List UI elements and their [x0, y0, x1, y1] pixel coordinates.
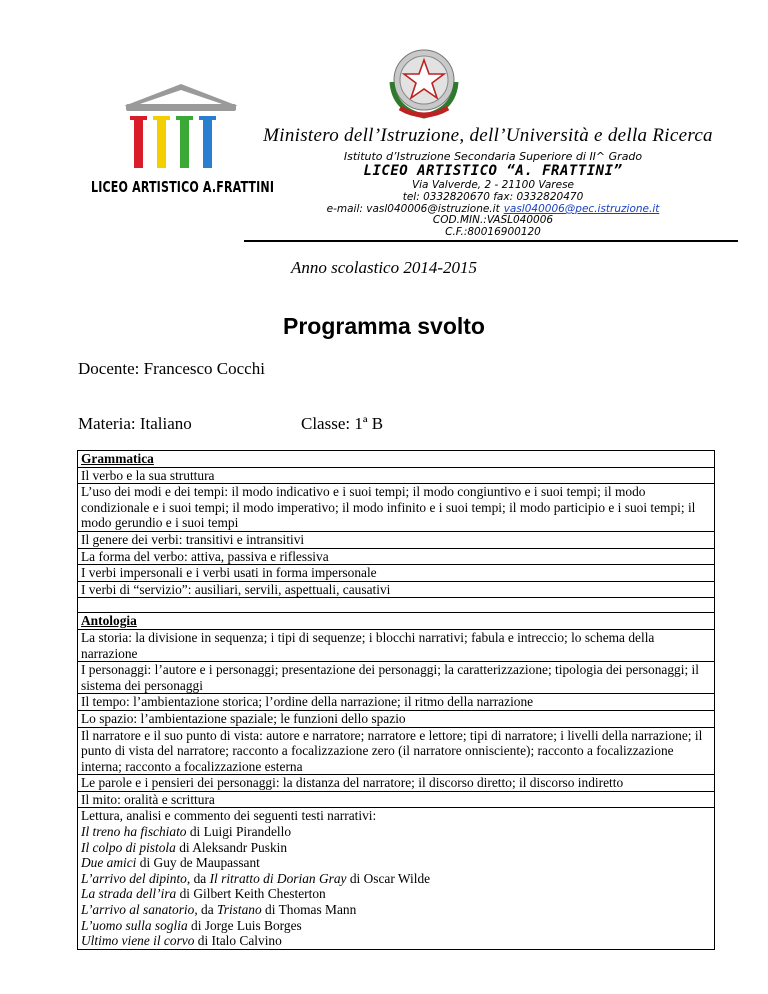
reading-author: di Jorge Luis Borges	[187, 917, 302, 933]
reading-author: di Guy de Maupassant	[136, 855, 260, 871]
table-row	[78, 565, 715, 582]
table-cell: I verbi impersonali e i verbi usati in forma impersonale	[78, 565, 715, 582]
table-cell: Le parole e i pensieri dei personaggi: la distanza del narratore; il discorso diretto; il discorso indiretto	[78, 775, 715, 792]
subject: Materia: Italiano	[78, 414, 192, 433]
table-row	[78, 531, 715, 548]
table-row	[78, 484, 715, 532]
table-row	[78, 581, 715, 598]
reading-item	[81, 840, 712, 856]
table-row	[78, 613, 715, 630]
table-row-empty	[78, 598, 715, 613]
reading-item	[81, 855, 712, 871]
school-email: e-mail: vasl040006@istruzione.it	[326, 203, 500, 215]
table-row	[78, 775, 715, 792]
table-row	[78, 694, 715, 711]
reading-title: Ultimo viene il corvo	[81, 933, 195, 949]
table-row	[78, 548, 715, 565]
school-cod-min: COD.MIN.:VASL040006	[432, 214, 554, 226]
reading-title: L’arrivo al sanatorio	[81, 902, 195, 918]
reading-item	[81, 871, 712, 887]
institute-type: Istituto d’Istruzione Secondaria Superiore di II^ Grado	[343, 150, 643, 163]
program-table	[77, 450, 715, 950]
reading-author: di Luigi Pirandello	[186, 824, 292, 840]
table-cell: I personaggi: l’autore e i personaggi; presentazione dei personaggi; la caratterizzazione; tipologia dei personaggi; il sistema dei personaggi	[78, 662, 715, 694]
reading-item	[81, 824, 712, 840]
reading-title: La strada dell’ira	[81, 886, 177, 902]
page-title: Programma svolto	[283, 313, 485, 339]
readings-intro: Lettura, analisi e commento dei seguenti testi narrativi:	[81, 808, 377, 824]
table-row	[78, 451, 715, 468]
table-row	[78, 727, 715, 775]
school-pec-link[interactable]: vasl040006@pec.istruzione.it	[503, 203, 660, 215]
table-cell: Lo spazio: l’ambientazione spaziale; le funzioni dello spazio	[78, 710, 715, 727]
reading-author: di Oscar Wilde	[346, 870, 431, 886]
table-row	[78, 791, 715, 808]
reading-author: di Italo Calvino	[194, 933, 282, 949]
ministry-name: Ministero dell’Istruzione, dell’Università e della Ricerca	[263, 125, 713, 146]
reading-work-title: Tristano	[217, 902, 262, 918]
school-logo-text: LICEO ARTISTICO A.FRATTINI	[91, 178, 275, 196]
readings-cell	[78, 808, 715, 949]
table-cell: Il narratore e il suo punto di vista: autore e narratore; narratore e lettore; tipi di narratore; i livelli della narrazione; il punto di vista del narratore; racconto a focalizzazione zero (il narratore onnisciente); racconto a focalizzazione interna; racconto a focalizzazione esterna	[78, 727, 715, 775]
reading-item	[81, 918, 712, 934]
reading-item	[81, 902, 712, 918]
table-row	[78, 808, 715, 949]
reading-title: Il treno ha fischiato	[81, 824, 187, 840]
reading-connector: , da	[194, 902, 218, 918]
table-cell: I verbi di “servizio”: ausiliari, servili, aspettuali, causativi	[78, 581, 715, 598]
reading-title: L’uomo sulla soglia	[81, 917, 188, 933]
class: Classe: 1ª B	[301, 414, 384, 433]
table-row	[78, 662, 715, 694]
table-cell: L’uso dei modi e dei tempi: il modo indicativo e i suoi tempi; il modo congiuntivo e i suoi tempi; il modo condizionale e i suoi tempi; il modo imperativo; il modo infinito e i suoi tempi; il modo participio e i suoi tempi; il modo gerundio e i suoi tempi	[78, 484, 715, 532]
school-address: Via Valverde, 2 - 21100 Varese	[411, 179, 575, 191]
section-heading-antologia: Antologia	[78, 613, 715, 630]
table-row	[78, 467, 715, 484]
section-heading-grammatica: Grammatica	[78, 451, 715, 468]
republic-emblem	[386, 42, 462, 122]
reading-title: L’arrivo del dipinto	[81, 870, 187, 886]
table-cell: Il tempo: l’ambientazione storica; l’ordine della narrazione; il ritmo della narrazione	[78, 694, 715, 711]
table-cell: La storia: la divisione in sequenza; i tipi di sequenze; i blocchi narrativi; fabula e intreccio; lo schema della narrazione	[78, 629, 715, 661]
reading-author: di Aleksandr Puskin	[175, 839, 288, 855]
school-phone-fax: tel: 0332820670 fax: 0332820470	[402, 191, 584, 203]
letterhead-divider	[244, 240, 738, 242]
table-row	[78, 710, 715, 727]
school-year: Anno scolastico 2014-2015	[290, 258, 478, 277]
reading-author: di Thomas Mann	[261, 902, 357, 918]
table-cell: Il mito: oralità e scrittura	[78, 791, 715, 808]
table-cell: Il genere dei verbi: transitivi e intransitivi	[78, 531, 715, 548]
reading-work-title: Il ritratto di Dorian Gray	[209, 870, 347, 886]
school-name: LICEO ARTISTICO “A. FRATTINI”	[363, 163, 623, 179]
reading-item	[81, 933, 712, 949]
school-tax-code: C.F.:80016900120	[445, 226, 541, 238]
empty-cell	[78, 598, 715, 613]
table-row	[78, 629, 715, 661]
reading-connector: , da	[186, 870, 210, 886]
table-cell: Il verbo e la sua struttura	[78, 467, 715, 484]
table-cell: La forma del verbo: attiva, passiva e riflessiva	[78, 548, 715, 565]
reading-author: di Gilbert Keith Chesterton	[176, 886, 326, 902]
teacher: Docente: Francesco Cocchi	[78, 359, 265, 378]
reading-title: Il colpo di pistola	[81, 839, 176, 855]
reading-title: Due amici	[81, 855, 137, 871]
reading-item	[81, 886, 712, 902]
